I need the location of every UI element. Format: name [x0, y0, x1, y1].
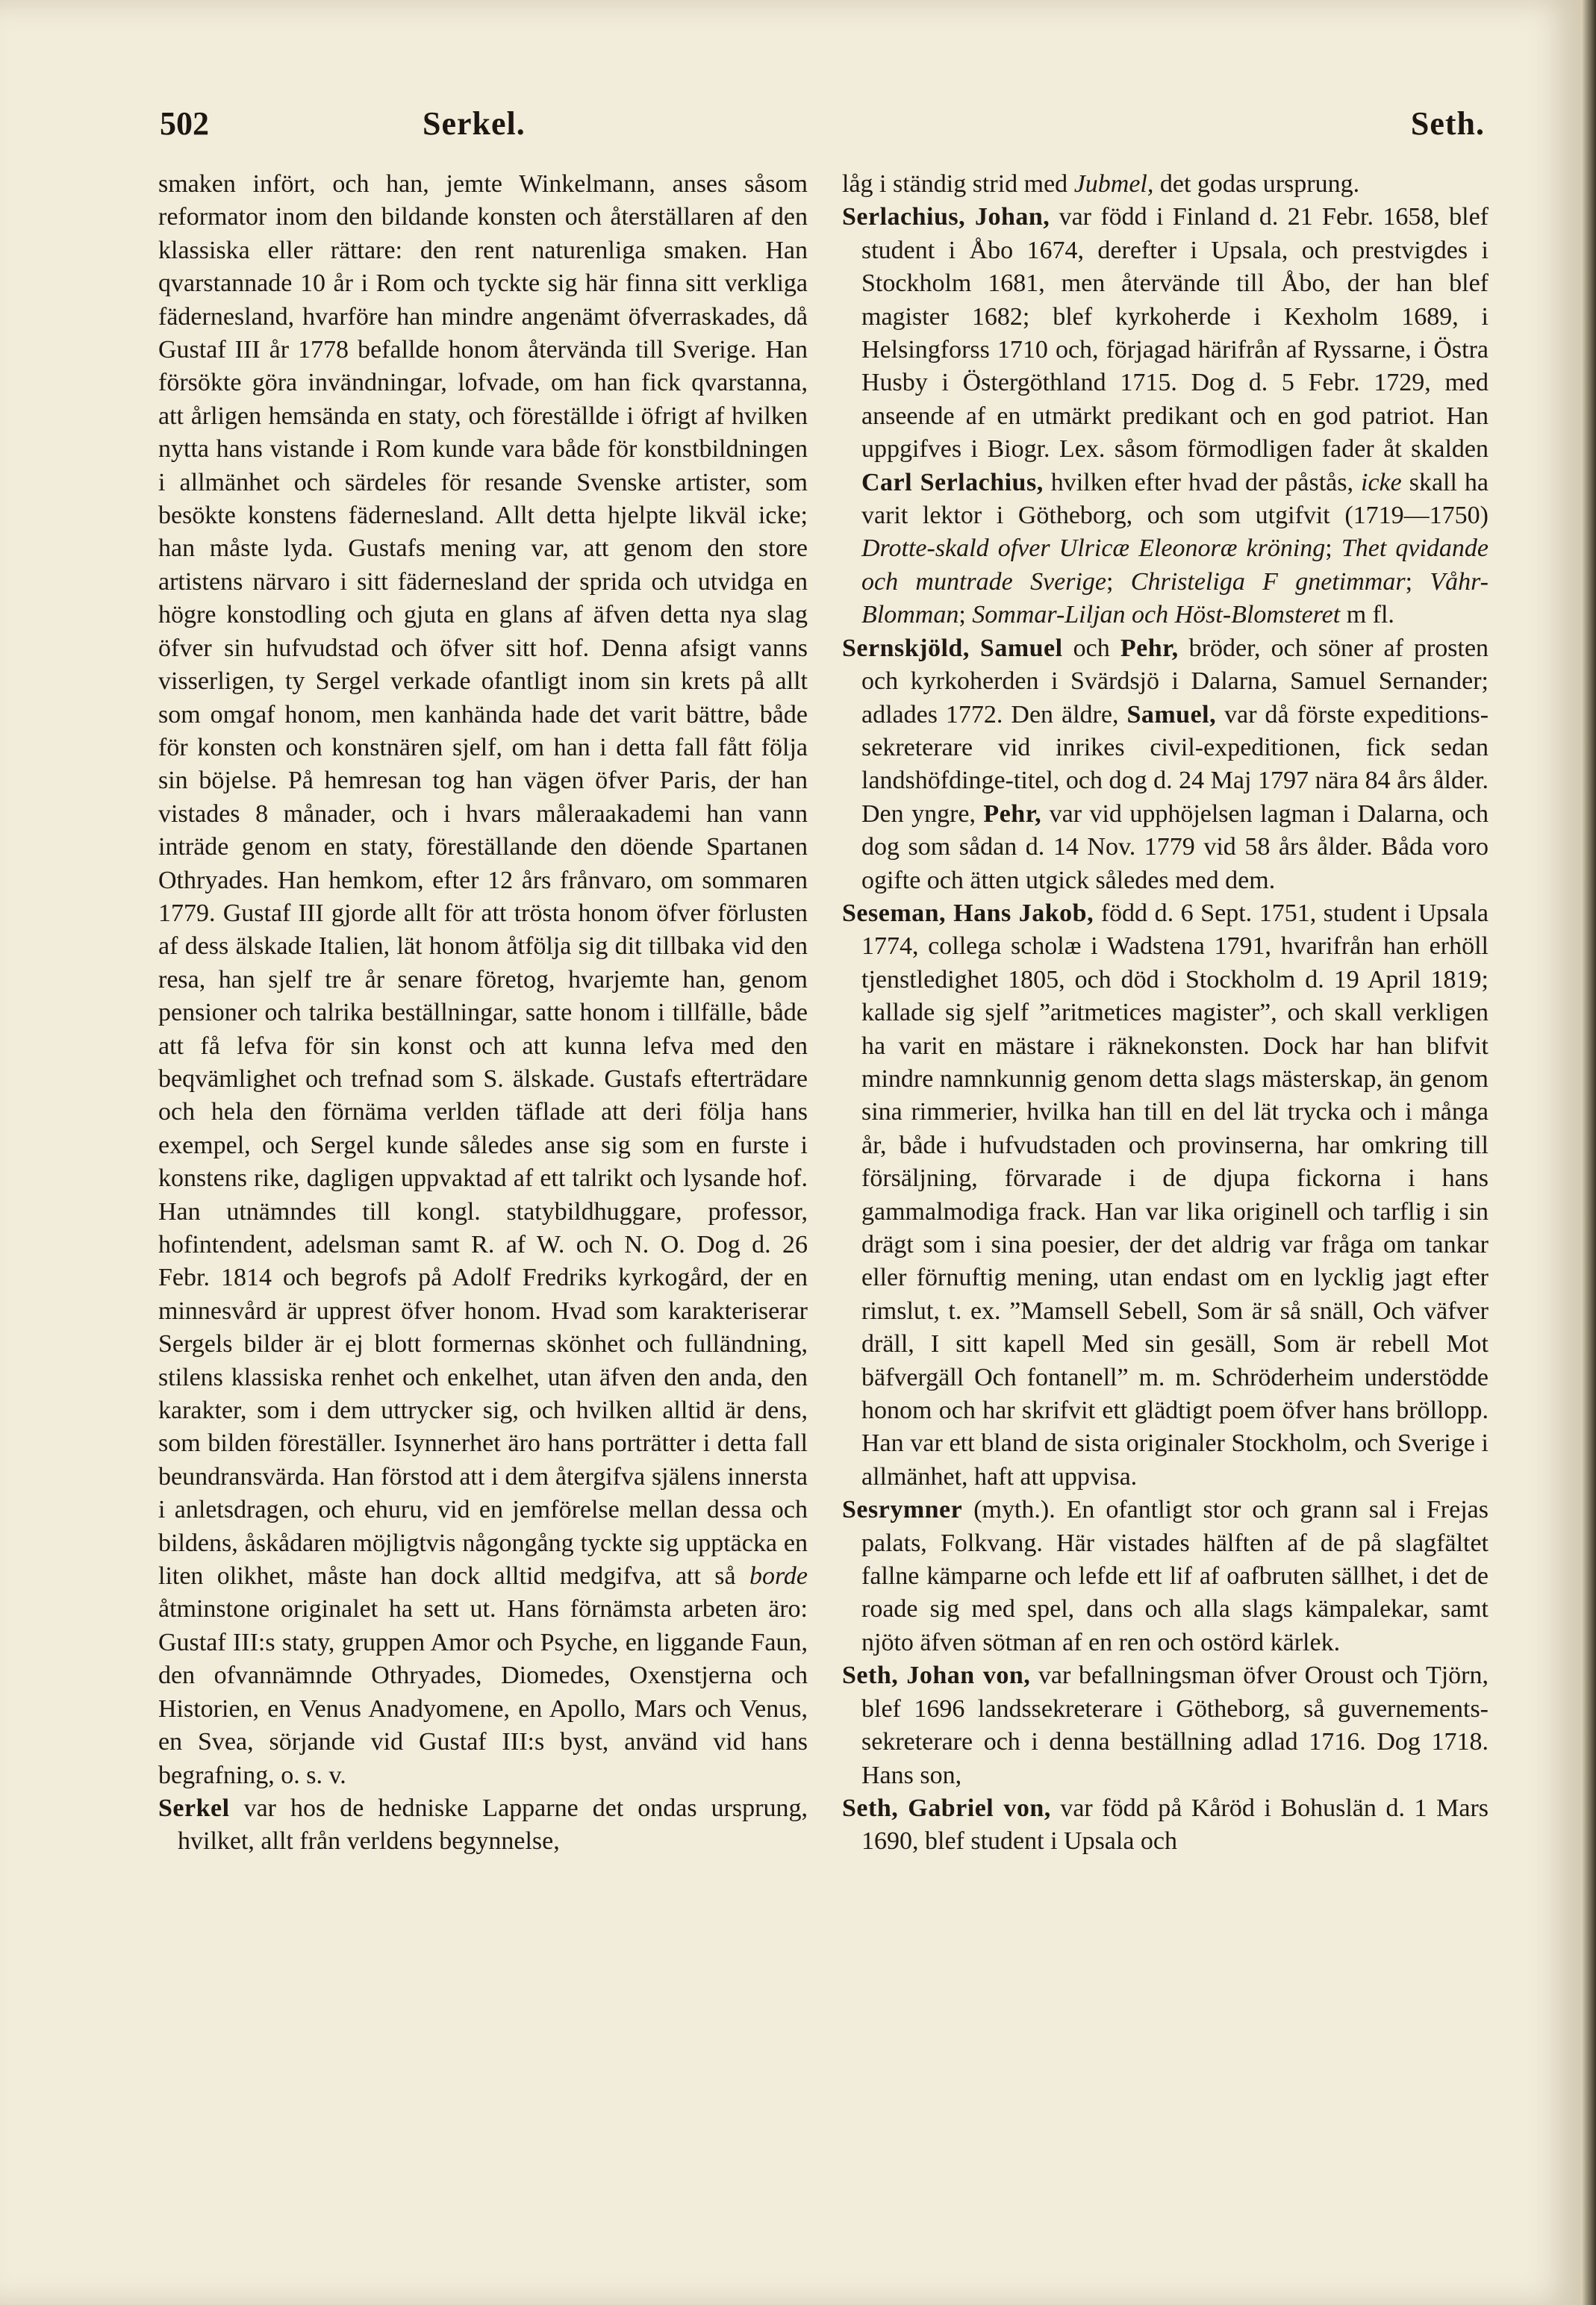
italic-word: icke — [1361, 468, 1402, 496]
entry-serlachius: Serlachius, Johan, var född i Finland d. 21 Febr. 1658, blef student i Åbo 1674, derefter i Upsala, och prestvigdes i Stockholm 1681, men återvände till Åbo, der han blef magister 1682; blef kyrkoherde i Kexholm 1689, i Helsingforss 1710 och, förjagad härifrån af Ryssarne, i Östra Husby i Östergöthland 1715. Dog d. 5 Febr. 1729, med anseende af en utmärkt predikant och en god patriot. Han uppgifves i Biogr. Lex. såsom förmodligen fader åt skalden Carl Serlachius, hvilken efter hvad der påstås, icke skall ha varit lektor i Götheborg, och som utgifvit (1719—1750) Drotte-skald ofver Ulricæ Eleonoræ kröning; Thet qvidande och muntrade Sverige; Christeliga F gnetimmar; Våhr-Blomman; Sommar-Liljan och Höst-Blomsteret m fl. — [842, 203, 1489, 629]
work-title: Våhr-Blomman — [861, 567, 1489, 629]
entry-serkel — [158, 1792, 808, 1859]
sergel-continuation-paragraph — [158, 168, 808, 1792]
entry-text: hvilken efter hvad der påstås, — [1050, 468, 1354, 496]
entry-text: var född på Kåröd i Bohuslän d. 1 Mars 1690, blef student i Upsala och — [861, 1794, 1489, 1856]
entry-text: och — [1073, 634, 1110, 662]
entry-text: var född i Finland d. 21 Febr. 1658, blef student i Åbo 1674, derefter i Upsala, och prestvigdes i Stockholm 1681, men återvände till Åbo, der han blef magister 1682; blef kyrkoherde i Kexholm 1689, i Helsingforss 1710 och, förjagad härifrån af Ryssarne, i Östra Husby i Östergöthland 1715. Dog d. 5 Febr. 1729, med anseende af en utmärkt predikant och en god patriot. Han uppgifves i Biogr. Lex. såsom förmodligen fader åt skalden — [861, 203, 1489, 464]
entry-text: var då förste expeditions-sekreterare vid inrikes civil-expeditionen, fick sedan landshöfdinge-titel, och dog d. 24 Maj 1797 nära 84 års ålder. Den yngre, — [861, 700, 1489, 828]
paragraph-text: det godas ursprung. — [1159, 170, 1360, 198]
headword: Sesrymner — [842, 1496, 963, 1524]
entry-seth-johan — [842, 1659, 1489, 1792]
italic-word: Jubmel, — [1073, 170, 1154, 198]
work-title: Christeliga F gnetimmar — [1130, 567, 1406, 596]
entry-sernskjold — [842, 632, 1489, 897]
work-title: Drotte-skald ofver Ulricæ Eleonoræ kröning — [861, 534, 1326, 563]
headword: Sernskjöld, — [842, 634, 970, 662]
headword: Serkel — [158, 1794, 230, 1822]
headword: Seseman, Hans Jakob, — [842, 899, 1094, 927]
entry-text: bröder, och söner af prosten och kyrkoherden i Svärdsjö i Dalarna, Samuel Sernander; adlades 1772. Den äldre, — [861, 634, 1489, 729]
entry-text: (myth.). En ofantligt stor och grann sal i Frejas palats, Folkvang. Här vistades hälften af de på slagfältet fallne kämparne och lefde ett lif af oafbruten sällhet, i det de roade sig med spel, dans och alla slags kämpalekar, samt njöto äfven sötman af en ren och ostörd kärlek. — [861, 1496, 1489, 1656]
person-name: Pehr, — [983, 799, 1042, 828]
entry-text: var hos de hedniske Lapparne det ondas ursprung, hvilket, allt från verldens begynnelse, — [178, 1794, 808, 1856]
person-name: Carl Serlachius, — [861, 468, 1044, 496]
right-column — [842, 168, 1489, 1859]
serkel-continuation-paragraph — [842, 168, 1489, 201]
left-column — [158, 168, 808, 1859]
entry-text: skall ha varit lektor i Götheborg, och som utgifvit (1719—1750) — [861, 468, 1489, 530]
work-title: Thet qvidande och muntrade Sverige — [861, 534, 1489, 596]
entry-text: född d. 6 Sept. 1751, student i Upsala 1774, collega scholæ i Wadstena 1791, hvarifrån han erhöll tjenstledighet 1805, och död i Stockholm d. 19 April 1819; kallade sig sjelf ”aritmetices magister”, och skall verkligen ha varit en mästare i räknekonsten. Dock har han blifvit mindre namnkunnig genom detta slags mästerskap, än genom sina rimmerier, hvilka han till en del lät trycka och i många år, både i hufvudstaden och provinserna, har omkring till försäljning, förvarade i de djupa fickorna i hans gammalmodiga frack. Han var lika originell och tarflig i sin drägt som i sina poesier, der det aldrig var fråga om tankar eller förnuftig mening, utan endast om en lycklig jagt efter rimslut, t. ex. ”Mamsell Sebell, Som är så snäll, Och väfver dräll, I sitt kapell Med sin gesäll, Som är rebell Mot bäfvergäll Och fontanell” m. m. Schröderheim understödde honom och har skrifvit ett glädtigt poem öfver hans bröllopp. Han var ett bland de sista originaler Stockholm, och Sverige i allmänhet, haft att uppvisa. — [861, 899, 1489, 1491]
work-title: Sommar-Liljan och Höst-Blomsteret — [972, 601, 1341, 629]
person-name: Samuel — [979, 634, 1063, 662]
page-number: 502 — [160, 105, 209, 142]
entry-text: var befallningsman öfver Oroust och Tjörn, blef 1696 landssekreterare i Götheborg, så guvernements-sekreterare och i denna beställning adlad 1716. Dog 1718. Hans son, — [861, 1662, 1489, 1789]
paragraph-text: låg i ständig strid med — [842, 170, 1068, 198]
entry-text: var vid upphöjelsen lagman i Dalarna, och dog som sådan d. 14 Nov. 1779 vid 58 års ålder. Båda voro ogifte och ätten utgick således med dem. — [861, 799, 1489, 894]
paragraph-text: smaken infört, och han, jemte Winkelmann, anses såsom reformator inom den bildande konsten och återställaren af den klassiska eller rättare: den rent naturenliga smaken. Han qvarstannade 10 år i Rom och tyckte sig här finna sitt verkliga fädernesland, hvarföre han mindre angenämt öfverraskades, då Gustaf III år 1778 befallde honom återvända till Sverige. Han försökte göra invändningar, lofvade, om han fick qvarstanna, att årligen hemsända en staty, och föreställde i öfrigt af hvilken nytta hans vistande i Rom kunde vara både för konstbildningen i allmänhet och särdeles för resande Svenske artister, som besökte konstens fädernesland. Allt detta hjelpte likväl icke; han måste lyda. Gustafs mening var, att genom den store artistens närvaro i sitt fädernesland der sprida och utvidga en högre konstodling och gjuta en glans af äfven detta nya slag öfver sin hufvudstad och öfver sitt hof. Denna afsigt vanns visserligen, ty Sergel verkade ofantligt inom sin krets på allt som omgaf honom, men kanhända hade det varit bättre, både för konsten och konstnären sjelf, om han i detta fall fått följa sin böjelse. På hemresan tog han vägen öfver Paris, der han vistades 8 månader, och i hvars måleraakademi han vann inträde genom en staty, föreställande den döende Spartanen Othryades. Han hemkom, efter 12 års frånvaro, om sommaren 1779. Gustaf III gjorde allt för att trösta honom öfver förlusten af dess älskade Italien, lät honom åtfölja sig dit tillbaka vid den resa, han sjelf tre år senare företog, hvarjemte han, genom pensioner och talrika beställningar, satte honom i tillfälle, både att få lefva för sin konst och att kunna lefva med den beqvämlighet och trefnad som S. älskade. Gustafs efterträdare och hela den förnäma verlden täflade att deri följa hans exempel, och Sergel kunde således anse sig som en furste i konstens rike, dagligen uppvaktad af ett talrikt och lysande hof. Han utnämndes till kongl. statybildhuggare, professor, hofintendent, adelsman samt R. af W. och N. O. Dog d. 26 Febr. 1814 och begrofs på Adolf Fredriks kyrkogård, der en minnesvård är upprest öfver honom. Hvad som karakteriserar Sergels bilder är ej blott formernas skönhet och fulländning, stilens klassiska renhet och enkelhet, utan äfven den anda, den karakter, som i dem uttrycker sig, och hvilken alltid är dens, som bilden föreställer. Isynnerhet äro hans porträtter i detta fall beundransvärda. Han förstod att i dem återgifva själens innersta i anletsdragen, och ehuru, vid en jemförelse mellan dessa och bildens, åskådaren möjligtvis någongång tyckte sig upptäcka en liten olikhet, måste han dock alltid medgifva, att så — [158, 170, 808, 1591]
right-running-head: Seth. — [1410, 105, 1485, 142]
page-edge-shadow — [1581, 0, 1596, 2305]
paragraph-text: åtminstone originalet ha sett ut. Hans förnämsta arbeten äro: Gustaf III:s staty, gruppen Amor och Psyche, en liggande Faun, den ofvannämnde Othryades, Diomedes, Oxenstjerna och Historien, en Venus Anadyomene, en Apollo, Mars och Venus, en Svea, sörjande vid Gustaf III:s byst, använd vid hans begrafning, o. s. v. — [158, 1595, 808, 1789]
headword: Seth, Gabriel von, — [842, 1794, 1051, 1822]
entry-text: m fl. — [1346, 601, 1394, 629]
person-name: Samuel, — [1126, 700, 1217, 729]
left-running-head: Serkel. — [423, 105, 526, 142]
headword: Seth, Johan von, — [842, 1662, 1031, 1690]
person-name: Pehr, — [1120, 634, 1179, 662]
headword: Serlachius, Johan, — [842, 203, 1050, 231]
entry-sesrymner — [842, 1494, 1489, 1659]
running-header — [160, 105, 1485, 149]
entry-seseman — [842, 897, 1489, 1494]
entry-seth-gabriel — [842, 1792, 1489, 1859]
italic-word: borde — [749, 1562, 808, 1591]
